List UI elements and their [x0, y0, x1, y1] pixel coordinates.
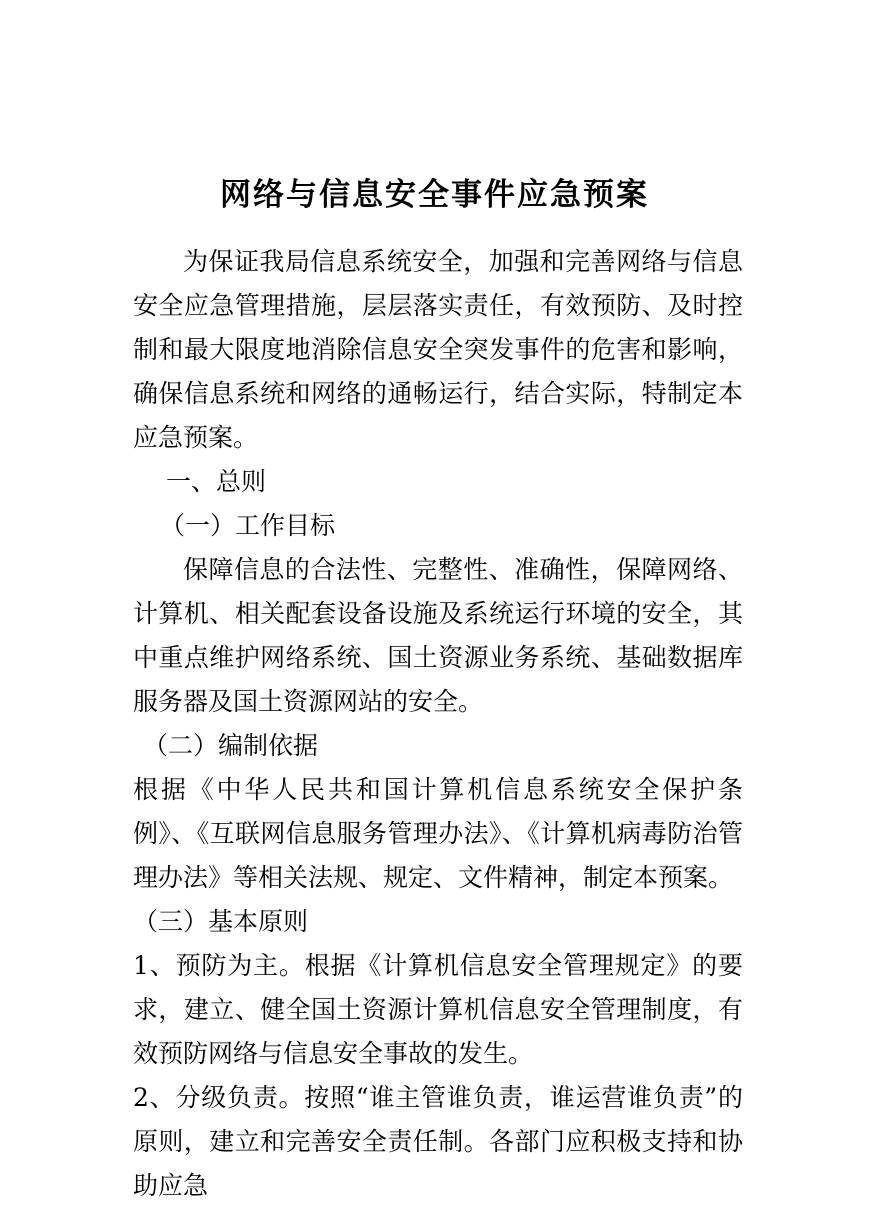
document-body: [133, 240, 743, 1208]
principle-1-paragraph: 1、预防为主。根据《计算机信息安全管理规定》的要求，建立、健全国土资源计算机信息安全管理制度，有效预防网络与信息安全事故的发生。: [133, 951, 743, 1068]
principle-2-paragraph: 2、分级负责。按照“谁主管谁负责，谁运营谁负责”的原则，建立和完善安全责任制。各部门应积极支持和协助应急: [133, 1083, 743, 1200]
goals-paragraph: 保障信息的合法性、完整性、准确性，保障网络、计算机、相关配套设备设施及系统运行环境的安全，其中重点维护网络系统、国土资源业务系统、基础数据库服务器及国土资源网站的安全。: [133, 555, 743, 716]
intro-paragraph: 为保证我局信息系统安全，加强和完善网络与信息安全应急管理措施，层层落实责任，有效预防、及时控制和最大限度地消除信息安全突发事件的危害和影响，确保信息系统和网络的通畅运行，结合实际，特制定本应急预案。: [133, 247, 743, 452]
subsection-heading-goals: （一）工作目标: [160, 511, 336, 540]
section-heading-general: 一、总则: [166, 467, 267, 496]
subsection-heading-principles: （三）基本原则: [133, 907, 309, 936]
document-title: 网络与信息安全事件应急预案: [220, 177, 649, 213]
subsection-heading-basis: （二）编制依据: [143, 731, 319, 760]
basis-paragraph: 根据《中华人民共和国计算机信息系统安全保护条例》、《互联网信息服务管理办法》、《计算机病毒防治管理办法》等相关法规、规定、文件精神，制定本预案。: [133, 775, 743, 892]
